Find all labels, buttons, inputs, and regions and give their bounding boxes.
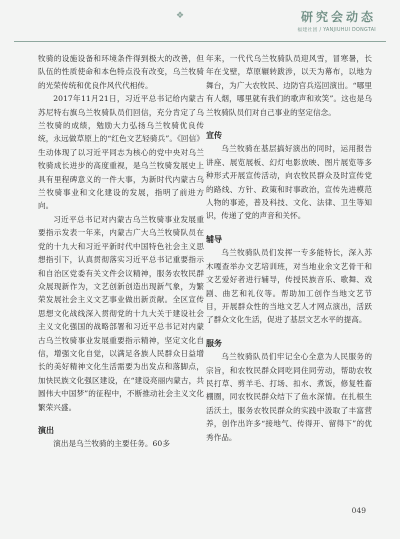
spacer xyxy=(206,119,372,129)
left-column xyxy=(38,52,204,451)
ornament-icon: ❖ xyxy=(176,11,185,21)
paragraph: 乌兰牧骑在基层搞好演出的同时，运用报告讲座、展览展板、幻灯电影放映、图片展览等多种形式开展宣传活动，向农牧民群众及时宣传党的路线、方针、政策和时事政治，宣传先进模范人物的事迹，普及科技、文化、法律、卫生等知识，传递了党的声音和关怀。 xyxy=(206,144,372,221)
paragraph: 牧骑的设施设备和环境条件得到极大的改善，但队伍的性质使命和本色特点没有改变，乌兰牧骑的光荣传统和优良作风代代相传。 xyxy=(38,54,204,90)
paragraph: 习近平总书记对内蒙古乌兰牧骑事业发展重要指示发表一年来，内蒙古广大乌兰牧骑队员在党的十九大和习近平新时代中国特色社会主义思想指引下，认真贯彻落实习近平总书记重要指示和自治区党委有关文件会议精神，服务农牧民群众展现新作为，文艺创新创造出现新气象，为繁荣发展社会主义文艺事业做出新贡献。全区宣传思想文化战线深入贯彻党的十九大关于建设社会主义文化强国的战略部署和习近平总书记对内蒙古乌兰牧骑事业发展重要指示精神，坚定文化自信，增强文化自觉，以满足各族人民群众日益增长的美好精神文化生活需要为出发点和落脚点，加快民族文化强区建设，在“建设亮丽内蒙古，共圆伟大中国梦”的征程中，不断推动社会主义文化繁荣兴盛。 xyxy=(38,214,204,412)
right-column xyxy=(206,52,372,444)
section-heading-propaganda: 宣传 xyxy=(206,131,223,141)
paragraph: 乌兰牧骑队员们牢记全心全意为人民服务的宗旨，和农牧民群众同吃同住同劳动，帮助农牧民打草、剪羊毛、打场、扣水、煮饭，修复牲畜棚圈，同农牧民群众结下了鱼水深情。在扎根生活沃土，服务农牧民群众的实践中汲取了丰富营养，创作出许多“接地气、传得开、留得下”的优秀作品。 xyxy=(206,352,372,442)
paragraph: 演出是乌兰牧骑的主要任务。60多 xyxy=(53,439,170,449)
journal-title: 研究会动态 xyxy=(300,10,376,24)
journal-subtitle: 福建社团 / YANJIUHUI DONGTAI xyxy=(297,28,376,33)
header-divider xyxy=(14,41,386,42)
spacer xyxy=(38,414,204,424)
section-heading-guidance: 辅导 xyxy=(206,234,223,244)
paragraph: 年来，一代代乌兰牧骑队员迎风雪，冒寒暑，长年在戈壁，草原辗转跋涉，以天为幕布，以地为舞台，为广大农牧民、边防官兵巡回演出。“哪里有人烟，哪里就有我们的歌声和欢笑”。这也是乌兰牧骑队员们对自己事业的坚定信念。 xyxy=(206,54,372,117)
section-heading-service: 服务 xyxy=(206,338,223,348)
paragraph: 2017年11月21日，习近平总书记给内蒙古苏尼特右旗乌兰牧骑队员们回信，充分肯定了乌兰牧骑的成绩，勉励大力弘扬乌兰牧骑优良传统，永远做草原上的“红色文艺轻骑兵”。《回信》生动体现了以习近平同志为核心的党中央对乌兰牧骑成长进步的高度重视，是乌兰牧骑发展史上具有里程碑意义的一件大事，为新时代内蒙古乌兰牧骑事业和文化建设的发展，指明了前进方向。 xyxy=(38,94,204,211)
spacer xyxy=(206,223,372,233)
section-heading-performance: 演出 xyxy=(38,425,55,435)
page-number: 049 xyxy=(351,506,366,515)
paragraph: 乌兰牧骑队员们发挥一专多能特长，深入苏木嘎查举办文艺培训班，对当地业余文艺骨干和文艺爱好者进行辅导，传授民族音乐、歌舞、戏剧、曲艺和礼仪等。帮助加工创作当地文艺节目，开展群众性的当地文艺人才网点演出，活跃了群众文化生活，促进了基层文艺水平的提高。 xyxy=(206,248,372,325)
spacer xyxy=(206,327,372,337)
page-header xyxy=(0,0,400,46)
